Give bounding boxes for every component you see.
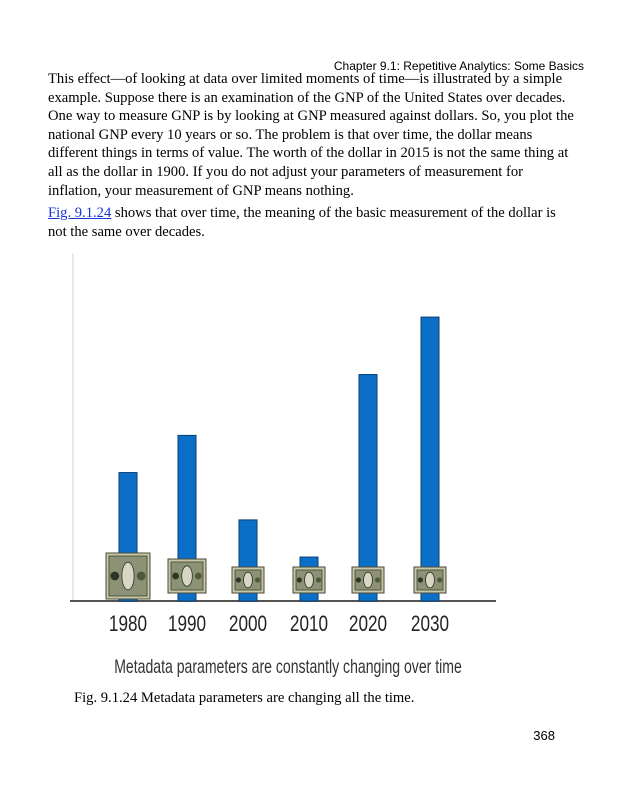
- bar-2030: [421, 317, 439, 601]
- dollar-seal-right: [437, 577, 442, 582]
- tick-label-2000: 2000: [228, 612, 268, 637]
- dollar-seal-right: [316, 577, 321, 582]
- dollar-portrait: [426, 572, 435, 588]
- body-paragraph-1: This effect—of looking at data over limited moments of time—is illustrated by a simple example. Suppose there is an examination of the GNP of the United States over decades. One way to measure GNP is by looking at GNP measured against dollars. So, you plot the national GNP every 10 years or so. The problem is that over time, the dollar means different things in terms of value. The worth of the dollar in 2015 is not the same thing at all as the dollar in 1900. If you do not adjust your parameters of measurement for inflation, your measurement of GNP means nothing.: [48, 71, 574, 199]
- body-paragraph-2: [48, 204, 578, 241]
- tick-label-2030: 2030: [410, 612, 450, 637]
- tick-label-1990: 1990: [167, 612, 207, 637]
- page-number: 368: [533, 728, 555, 743]
- dollar-portrait: [244, 572, 253, 588]
- paragraph-2-text: shows that over time, the meaning of the basic measurement of the dollar is not the same over decades.: [48, 205, 556, 240]
- chart-title: Metadata parameters are constantly changing over time: [114, 655, 462, 678]
- figure-link[interactable]: Fig. 9.1.24: [48, 205, 112, 221]
- dollar-seal-left: [172, 573, 179, 580]
- dollar-portrait: [182, 566, 193, 586]
- tick-label-2020: 2020: [348, 612, 388, 637]
- dollar-seal-left: [297, 577, 302, 582]
- tick-label-2010: 2010: [289, 612, 329, 637]
- dollar-portrait: [305, 572, 314, 588]
- dollar-seal-right: [375, 577, 380, 582]
- dollar-seal-left: [356, 577, 361, 582]
- chapter-header: Chapter 9.1: Repetitive Analytics: Some Basics: [333, 59, 584, 73]
- dollar-seal-left: [418, 577, 423, 582]
- dollar-seal-right: [195, 573, 202, 580]
- figure-caption: Fig. 9.1.24 Metadata parameters are changing all the time.: [74, 690, 415, 706]
- tick-label-1980: 1980: [108, 612, 148, 637]
- dollar-seal-left: [110, 572, 119, 581]
- dollar-seal-left: [236, 577, 241, 582]
- dollar-portrait: [122, 562, 134, 590]
- dollar-seal-right: [137, 572, 146, 581]
- dollar-portrait: [364, 572, 373, 588]
- gnp-bar-chart: [48, 245, 528, 685]
- dollar-seal-right: [255, 577, 260, 582]
